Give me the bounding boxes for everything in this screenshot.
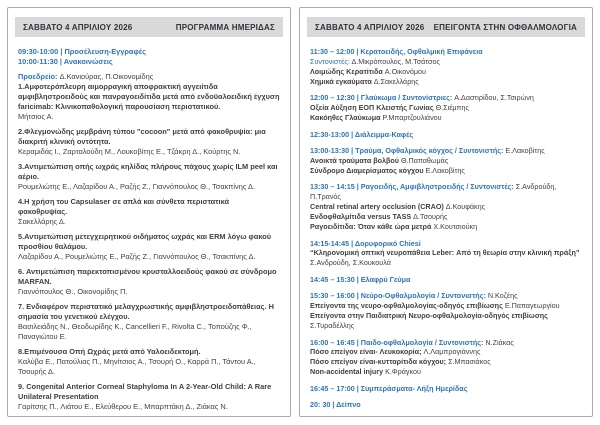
text-line xyxy=(18,162,280,182)
text-line xyxy=(310,113,582,123)
program-block xyxy=(310,47,582,87)
text-segment: 14:45 – 15:30 | Ελαφρύ Γεύμα xyxy=(310,274,411,284)
program-block xyxy=(310,130,582,140)
text-line xyxy=(310,367,582,377)
text-line xyxy=(18,252,280,262)
text-segment: Κεραμιδάς Ι., Ζαρταλούδη Μ., Λουκοβίτης Ε., Τζάκρη Δ., Κούρτης Ν. xyxy=(18,146,241,156)
text-segment: Σ.Μπασιάκος xyxy=(448,357,491,367)
text-line xyxy=(310,301,582,311)
text-line xyxy=(310,202,582,212)
text-line xyxy=(310,291,582,301)
text-line xyxy=(310,156,582,166)
emergencies-header-title: ΕΠΕΙΓΟΝΤΑ ΣΤΗΝ ΟΦΘΑΛΜΟΛΟΓΙΑ xyxy=(433,22,577,32)
text-segment: Ανοικτά τραύματα βολβού xyxy=(310,155,401,165)
text-segment: Δ.Σακελλάρης xyxy=(373,76,419,86)
text-segment: Πόσο επείγον είναι-κυτταρίτιδα κόγχου; xyxy=(310,357,449,367)
text-line xyxy=(18,357,280,377)
emergencies-panel xyxy=(299,7,593,417)
text-segment: 5.Αντιμετώπιση μετεγχειρητικού οιδήματος ωχράς και ERM λόγω φακού προσθίου θαλάμου. xyxy=(18,232,272,251)
program-block xyxy=(18,382,280,412)
text-segment: 1.Αμφοτερόπλευρη αιμορραγική αποφρακτική αγγειίτιδα αμφιβληστροειδούς και πανραγοειδίτιδα μετά από ενδοϋαλοειδική έγχυση faricimab: Κλινικοπαθολογική παρουσίαση περιστατικού. xyxy=(18,82,280,111)
text-segment: 2.Φλεγμονώδης μεμβράνη τύπου "cocoon" μετά από φακοθρυψία: μια διακριτή κλινική οντότητα. xyxy=(18,126,266,146)
program-block xyxy=(310,146,582,176)
text-line xyxy=(18,82,280,112)
text-line xyxy=(310,347,582,357)
emergencies-panel-header xyxy=(307,17,585,37)
program-block xyxy=(18,127,280,157)
text-line xyxy=(310,212,582,222)
text-line xyxy=(310,166,582,176)
text-line xyxy=(18,287,280,297)
text-line xyxy=(18,112,280,122)
text-line xyxy=(310,103,582,113)
text-line xyxy=(18,302,280,322)
text-segment: Χ.Κουτσιούκη xyxy=(433,222,478,232)
text-segment: 3.Αντιμετώπιση οπής ωχράς κηλίδας πλήρους πάχους χωρίς ILM peel και αέριο. xyxy=(18,161,278,181)
program-block xyxy=(18,302,280,341)
program-block xyxy=(18,47,280,67)
text-segment: Επείγοντα στην Παιδιατρική Νευρο-οφθαλμολογία-οδηγός επιβίωσης xyxy=(310,311,548,321)
emergencies-panel-body xyxy=(300,44,592,410)
program-panel xyxy=(7,7,291,417)
text-segment: 15:30 – 16:00 | Νεύρο-Οφθαλμολογία / Συντονιστής: xyxy=(310,291,488,301)
program-block xyxy=(18,267,280,297)
text-line xyxy=(310,222,582,232)
text-line xyxy=(18,347,280,357)
text-segment: Μήτσιος Α. xyxy=(18,111,54,121)
text-segment: Λαζαρίδου Α., Ρουμελιώτης Ε., Ραζής Ζ., Γιαννόπουλος Θ., Τσακπίνης Δ. xyxy=(18,251,256,261)
program-panel-header xyxy=(15,17,283,37)
text-segment: Χημικά εγκαύματα xyxy=(310,76,374,86)
text-line xyxy=(310,248,582,258)
text-line xyxy=(18,382,280,402)
text-segment: 20: 30 | Δείπνο xyxy=(310,400,361,410)
text-line xyxy=(18,267,280,287)
text-line xyxy=(310,182,582,202)
program-block xyxy=(310,384,582,394)
text-line xyxy=(310,357,582,367)
text-segment: Λ.Λαμπρογιάννης xyxy=(423,347,481,357)
text-segment: 14:15-14:45 | Δορυφορικό Chiesi xyxy=(310,238,421,248)
text-line xyxy=(310,384,582,394)
text-segment: Σ.Ανδρούδη, Π.Τρανός xyxy=(310,182,557,202)
text-line xyxy=(18,322,280,342)
text-segment: 13:30 – 14:15 | Ραγοειδής, Αμφιβληστροειδής / Συντονιστές: xyxy=(310,182,516,192)
text-line xyxy=(18,197,280,217)
program-header-title: ΠΡΟΓΡΑΜΜΑ ΗΜΕΡΙΔΑΣ xyxy=(175,22,275,32)
text-segment: Σακελλάρης Δ. xyxy=(18,216,66,226)
text-segment: 4.Η χρήση του Capsulaser σε απλά και σύνθετα περιστατικά φακοθρυψίας. xyxy=(18,196,229,216)
text-line xyxy=(310,258,582,268)
text-segment: Γαρίτσης Π., Λιάτου Ε., Ελεύθερου Ε., Μπαρπτάκη Δ., Ζιάκας Ν. xyxy=(18,401,228,411)
text-line xyxy=(18,182,280,192)
text-segment: Οξεία Αύξηση ΕΟΠ Κλειστής Γωνίας xyxy=(310,103,436,113)
text-segment: Κ.Φράγκου xyxy=(385,367,421,377)
text-line xyxy=(310,400,582,410)
text-segment: Non-accidental injury xyxy=(310,367,386,377)
text-segment: 16:45 – 17:00 | Συμπεράσματα- Λήξη Ημερίδας xyxy=(310,383,468,393)
program-block xyxy=(310,400,582,410)
text-line xyxy=(18,47,280,57)
text-line xyxy=(18,57,280,67)
text-line xyxy=(18,72,280,82)
text-segment: Θ.Παπαθωμάς xyxy=(400,155,449,165)
program-block xyxy=(310,338,582,378)
program-block xyxy=(18,347,280,377)
text-line xyxy=(310,338,582,348)
text-segment: 16:00 – 16:45 | Παιδο-οφθαλμολογία / Συντονιστής: xyxy=(310,337,486,347)
text-segment: Κακόηθες Γλαύκωμα xyxy=(310,113,383,123)
program-block xyxy=(310,275,582,285)
text-segment: Σύνδρομο Διαμερίσματος κόγχου xyxy=(310,165,426,175)
text-segment: Δ.Κανιούρας, Π.Οικονομίδης xyxy=(59,72,154,82)
text-segment: 12:00 – 12:30 | Γλαύκωμα / Συντονίστριες: xyxy=(310,93,455,103)
text-segment: Βασιλειάδης Ν., Θεοδωρίδης Κ., Cancellieri F., Rivolta C., Τοπούζης Φ., Παναγιώτου Ε. xyxy=(18,321,252,341)
text-segment: Συντονιστές: xyxy=(310,56,352,66)
program-block xyxy=(310,291,582,331)
text-segment: Σ.Ανδρούδη, Σ.Κουκουλά xyxy=(310,258,391,268)
program-block xyxy=(310,182,582,232)
text-line xyxy=(18,217,280,227)
text-segment: 10:00-11:30 | Ανακοινώσεις xyxy=(18,56,113,66)
text-segment: 09:30-10:00 | Προσέλευση-Εγγραφές xyxy=(18,47,146,56)
text-segment: Central retinal artery occlusion (CRAO) xyxy=(310,202,446,212)
text-segment: Ενδοφθαλμίτιδα versus TASS xyxy=(310,212,414,222)
text-segment: Δ.Τσουρής xyxy=(413,212,448,222)
text-segment: Γιαννόπουλος Θ., Οικονομίδης Π. xyxy=(18,286,128,296)
text-segment: Καλύβα Ε., Πατούλιας Π., Μηνίτσιος Α., Τσουρή Ο., Καρρά Π., Τάντου Α., Τσουρής Δ. xyxy=(18,356,256,376)
text-segment: Θ.Σιέμπης xyxy=(435,103,469,113)
text-segment: 8.Επιμένουσα Οπή Ωχράς μετά από Υαλοειδεκτομή. xyxy=(18,346,201,356)
text-line xyxy=(310,67,582,77)
text-segment: 11:30 – 12:00 | Κερατοειδής, Οφθαλμική Επιφάνεια xyxy=(310,47,483,56)
text-line xyxy=(310,146,582,156)
text-line xyxy=(310,93,582,103)
text-segment: Πόσο επείγον είναι- Λευκοκορία; xyxy=(310,347,424,357)
text-segment: Ε.Λακοβίτης xyxy=(505,146,545,155)
text-line xyxy=(18,127,280,147)
emergencies-header-date: ΣΑΒΒΑΤΟ 4 ΑΠΡΙΛΙΟΥ 2026 xyxy=(315,22,425,32)
text-line xyxy=(310,275,582,285)
program-header-date: ΣΑΒΒΑΤΟ 4 ΑΠΡΙΛΙΟΥ 2026 xyxy=(23,22,133,32)
program-block xyxy=(18,72,280,121)
text-line xyxy=(310,47,582,57)
text-segment: Προεδρείο: xyxy=(18,72,60,82)
text-segment: Ραγοειδίτιδα: Όταν κάθε ώρα μετρά xyxy=(310,222,434,232)
text-segment: 13:00-13:30 | Τραύμα, Οφθαλμικός κόγχος / Συντονιστής: xyxy=(310,146,506,155)
program-block xyxy=(310,239,582,269)
text-line xyxy=(310,77,582,87)
program-panel-body xyxy=(8,44,290,412)
program-block xyxy=(18,162,280,192)
text-segment: Ρ.Μπαρτζουλιάνου xyxy=(382,113,442,123)
text-segment: Α.Δαστιρίδου, Σ.Τσιρώνη xyxy=(454,93,534,103)
text-segment: Λοιμώδης Κερατίτιδα xyxy=(310,66,385,76)
text-segment: Ν.Κοζέης xyxy=(487,291,518,301)
text-segment: Ν.Ζιάκας xyxy=(485,337,514,347)
text-segment: Δ.Κουφάκης xyxy=(445,202,486,212)
text-line xyxy=(18,147,280,157)
text-line xyxy=(310,311,582,331)
text-segment: Ε.Παπαγεωργίου xyxy=(504,301,560,311)
program-block xyxy=(310,93,582,123)
text-segment: 6. Αντιμετώπιση παρεκτοπισμένου κρυσταλλοειδούς φακού σε σύνδρομο MARFAN. xyxy=(18,267,277,286)
text-segment: Ε.Λακοβίτης xyxy=(425,165,465,175)
text-segment: 12:30-13:00 | Διάλειμμα-Καφές xyxy=(310,129,414,139)
text-line xyxy=(18,232,280,252)
text-line xyxy=(310,57,582,67)
text-line xyxy=(310,130,582,140)
text-line xyxy=(18,402,280,412)
text-segment: “Κληρονομική οπτική νευροπάθεια Leber: Από τη θεωρία στην κλινική πράξη” xyxy=(310,248,580,258)
text-segment: Α.Οικονόμου xyxy=(384,66,426,76)
text-line xyxy=(310,239,582,249)
text-segment: Δ.Μικρόπουλος, Μ.Τσάτσος xyxy=(351,56,440,66)
text-segment: Σ.Τυραδέλλης xyxy=(310,321,355,331)
text-segment: Επείγοντα της νευρο-οφθαλμολογίας-οδηγός επιβίωσης xyxy=(310,301,505,311)
text-segment: 7. Ενδιαφέρον περιστατικό μελαγχρωστικής αμφιβληστροειδοπάθειας. Η σημασία του γενετικού ελέγχου. xyxy=(18,302,274,321)
text-segment: 9. Congenital Anterior Corneal Staphyloma In A 2-Year-Old Child: A Rare Unilateral Presentation xyxy=(18,381,272,401)
program-block xyxy=(18,232,280,262)
program-block xyxy=(18,197,280,227)
text-segment: Ρουμελιώτης Ε., Λαζαρίδου Α., Ραζής Ζ., Γιαννόπουλος Θ., Τσακπίνης Δ. xyxy=(18,181,256,191)
